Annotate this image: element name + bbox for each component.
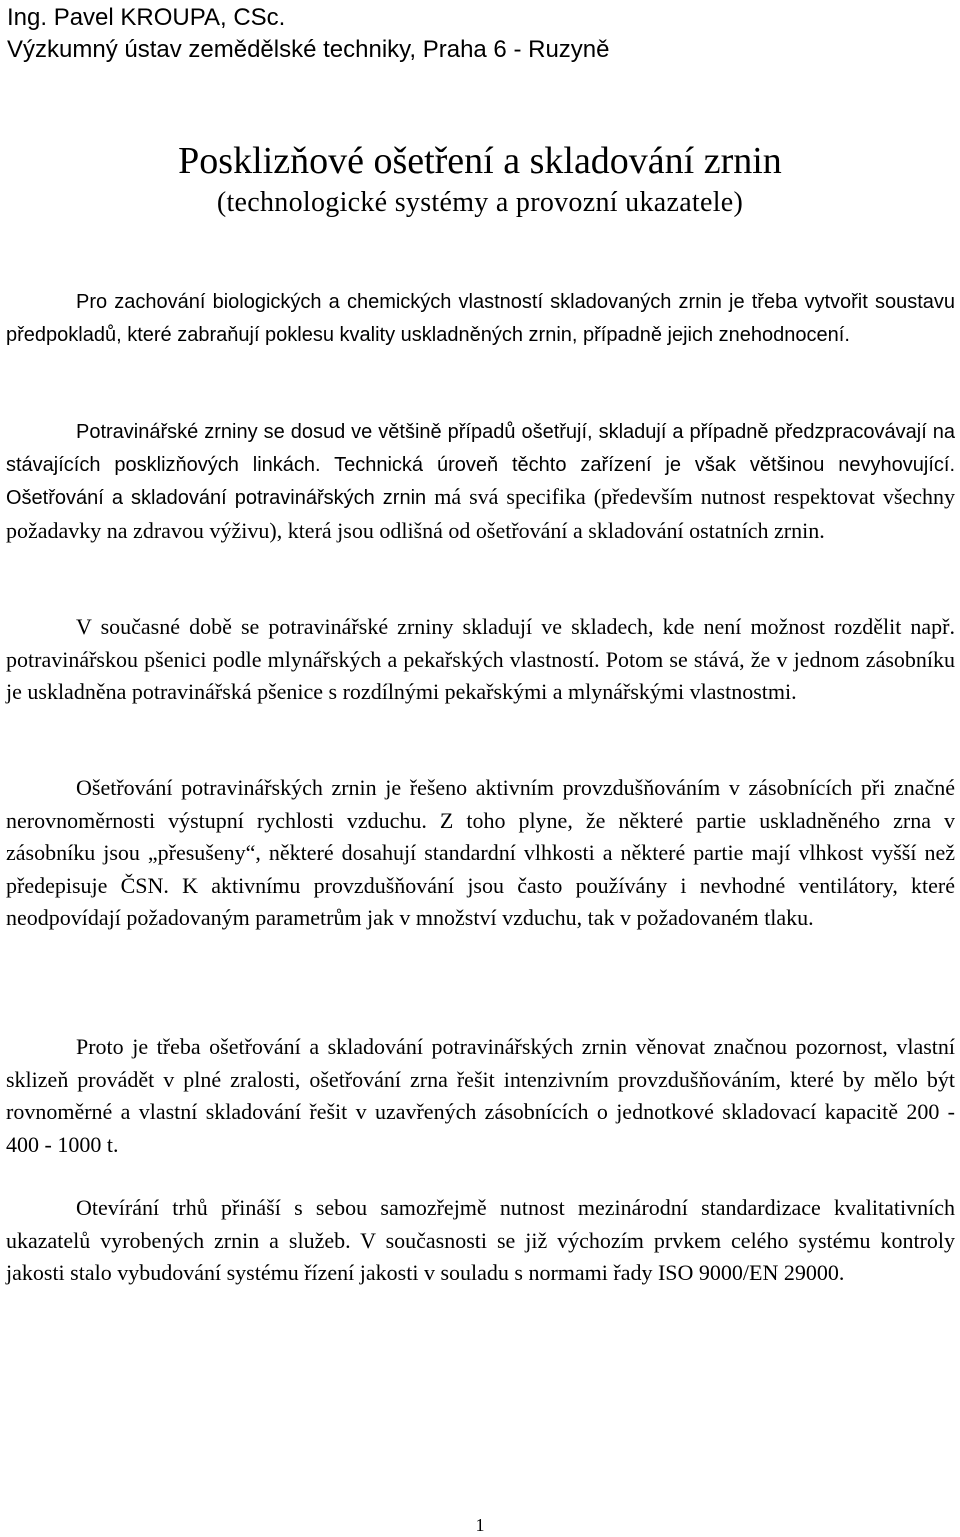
paragraph-line: předzpracovávají na stávajících posklizňových linkách. Technická úroveň těchto [6,421,956,476]
paragraph-2 [6,416,955,548]
page-number: 1 [475,1515,485,1535]
paragraph-line: Potravinářské zrniny se dosud ve většině případů ošetřují, skladují a případně [76,421,769,443]
paragraph-4 [6,772,955,935]
paragraph-line: provzdušňováním, které by mělo být rovnoměrné a vlastní skladování řešit v [6,1066,955,1124]
paragraph-line: tlaku. [764,905,814,930]
paragraph-line: výživu), která jsou odlišná od ošetřování a skladování ostatních zrnin. [209,517,825,543]
paragraph-line: Pro zachování biologických a chemických vlastností skladovaných zrnin je [76,291,745,313]
paragraph-line: Otevírání trhů přináší s sebou samozřejmě nutnost mezinárodní standardizace [76,1195,821,1220]
paragraph-5 [6,1031,955,1161]
author-name: Ing. Pavel KROUPA, CSc. [7,4,286,31]
paragraph-line: některé partie uskladněného zrna v zásobníku jsou „přesušeny“, některé dosahují [6,807,956,865]
paragraph-3 [6,611,955,709]
paragraph-line: kvalitativních ukazatelů vyrobených zrnin a služeb. V současnosti se již výchozím [6,1195,956,1253]
paragraph-line: rozdělit např. potravinářskou pšenici podle mlynářských a pekařských vlastností. [6,614,955,672]
paragraph-line: uzavřených zásobnících o jednotkové skladovací kapacitě 200 - 400 - 1000 t. [6,1099,955,1157]
document-header [7,2,609,66]
paragraph-6 [6,1192,955,1290]
paragraph-line: Ošetřování potravinářských zrnin je řešeno aktivním provzdušňováním v [76,775,740,800]
paragraph-line: má svá specifika (především nutnost respektovat všechny požadavky na zdravou [6,484,955,543]
paragraph-line: standardní vlhkosti a některé partie mají vlhkost vyšší než předepisuje ČSN. K [6,840,956,898]
paragraph-line: V současné době se potravinářské zrniny skladují ve skladech, kde není možnost [76,614,826,639]
paragraph-line: pozornost, vlastní sklizeň provádět v plné zralosti, ošetřování zrna řešit intenzivním [6,1034,955,1092]
paragraph-line: neodpovídají požadovaným parametrům jak v množství vzduchu, tak v požadovaném [6,905,759,930]
title-block [0,140,960,224]
paragraph-line: rozdílnými pekařskými a mlynářskými vlastnostmi. [342,679,797,704]
paragraph-line: prvkem celého systému kontroly jakosti stalo vybudování systému řízení jakosti v [6,1227,956,1285]
paragraph-line: aktivnímu provzdušňování jsou často používány i nevhodné ventilátory, které [211,872,956,898]
paragraph-line: Proto je třeba ošetřování a skladování potravinářských zrnin věnovat značnou [76,1034,787,1059]
paragraph-line: třeba vytvořit soustavu předpokladů, které zabraňují poklesu kvality uskladněných [6,291,955,346]
institution-name: Výzkumný ústav zemědělské techniky, Praha 6 - Ruzyně [7,36,610,63]
paragraph-line: souladu s normami řady ISO 9000/EN 29000. [440,1260,845,1285]
document-title: Posklizňové ošetření a skladování zrnin [178,140,782,182]
paragraph-line: Potom se stává, že v jednom zásobníku je uskladněna potravinářská pšenice s [6,646,956,704]
document-subtitle: (technologické systémy a provozní ukazatele) [216,187,744,218]
paragraph-1 [6,286,955,351]
paragraph-line: zrnin, případně jejich znehodnocení. [528,323,850,346]
paragraph-line: zařízení je však většinou nevyhovující. Ošetřování a skladování potravinářských zrnin [6,453,955,509]
paragraph-line: zásobnících při značné nerovnoměrnosti výstupní rychlosti vzduchu. Z toho plyne, že [6,775,956,833]
